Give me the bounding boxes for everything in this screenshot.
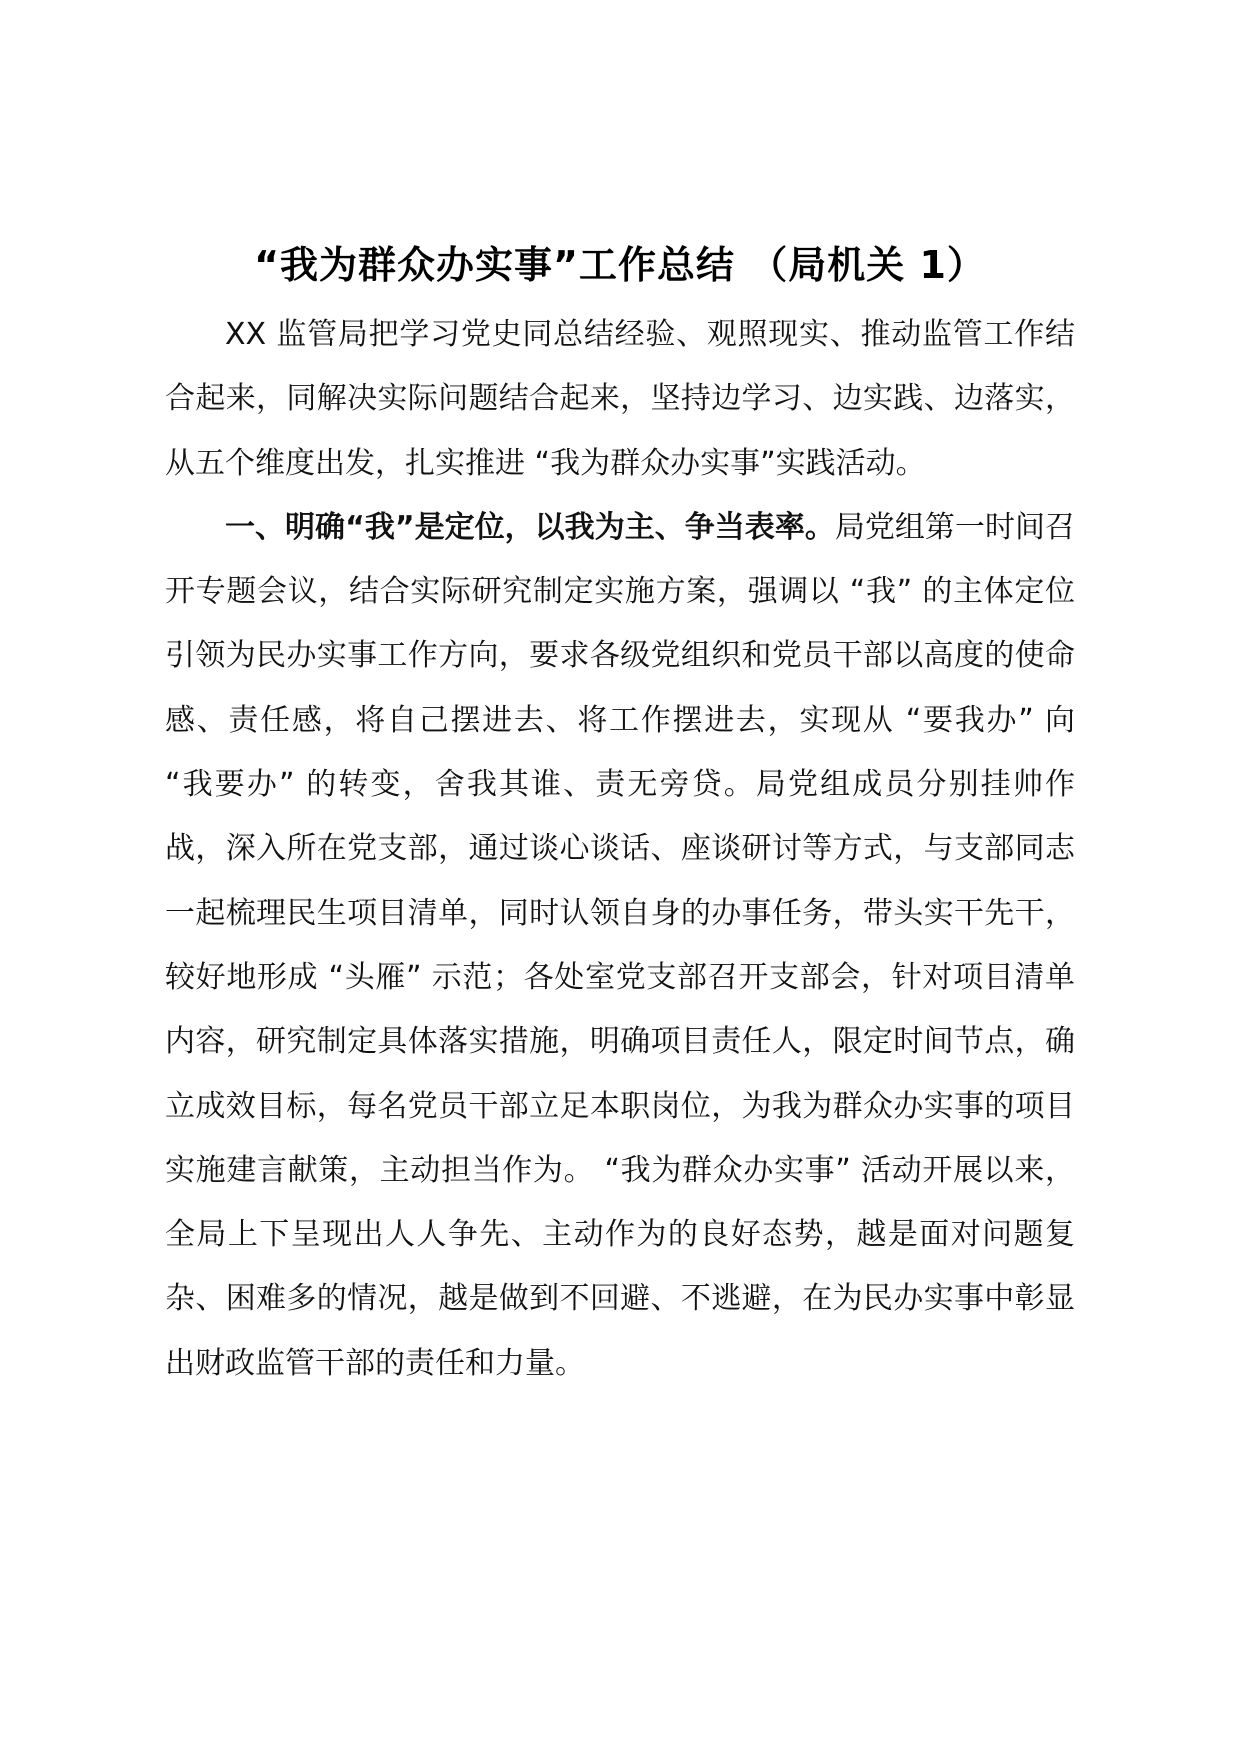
document-body — [165, 303, 1075, 1396]
section-one-heading: 一、明确“我”是定位，以我为主、争当表率。 — [225, 509, 835, 545]
section-one-text: 局党组第一时间召开专题会议，结合实际研究制定实施方案，强调以 “我” 的主体定位引领为民办实事工作方向，要求各级党组织和党员干部以高度的使命感、责任感，将自己摆进去、将工作摆进去，实现从 “要我办” 向 “我要办” 的转变，舍我其谁、责无旁贷。局党组成员分别挂帅作战，深入所在党支部，通过谈心谈话、座谈研讨等方式，与支部同志一起梳理民生项目清单，同时认领自身的办事任务，带头实干先干，较好地形成 “头雁” 示范；各处室党支部召开支部会，针对项目清单内容，研究制定具体落实措施，明确项目责任人，限定时间节点，确立成效目标，每名党员干部立足本职岗位，为我为群众办实事的项目实施建言献策，主动担当作为。 “我为群众办实事” 活动开展以来，全局上下呈现出人人争先、主动作为的良好态势，越是面对问题复杂、困难多的情况，越是做到不回避、不逃避，在为民办实事中彰显出财政监管干部的责任和力量。 — [165, 509, 1075, 1381]
intro-paragraph — [165, 303, 1075, 496]
intro-paragraph-text: XX 监管局把学习党史同总结经验、观照现实、推动监管工作结合起来，同解决实际问题结合起来，坚持边学习、边实践、边落实，从五个维度出发，扎实推进 “我为群众办实事”实践活动。 — [165, 317, 1075, 481]
document-title: “我为群众办实事”工作总结 （局机关 1） — [254, 243, 986, 287]
section-one-paragraph — [165, 496, 1075, 1396]
